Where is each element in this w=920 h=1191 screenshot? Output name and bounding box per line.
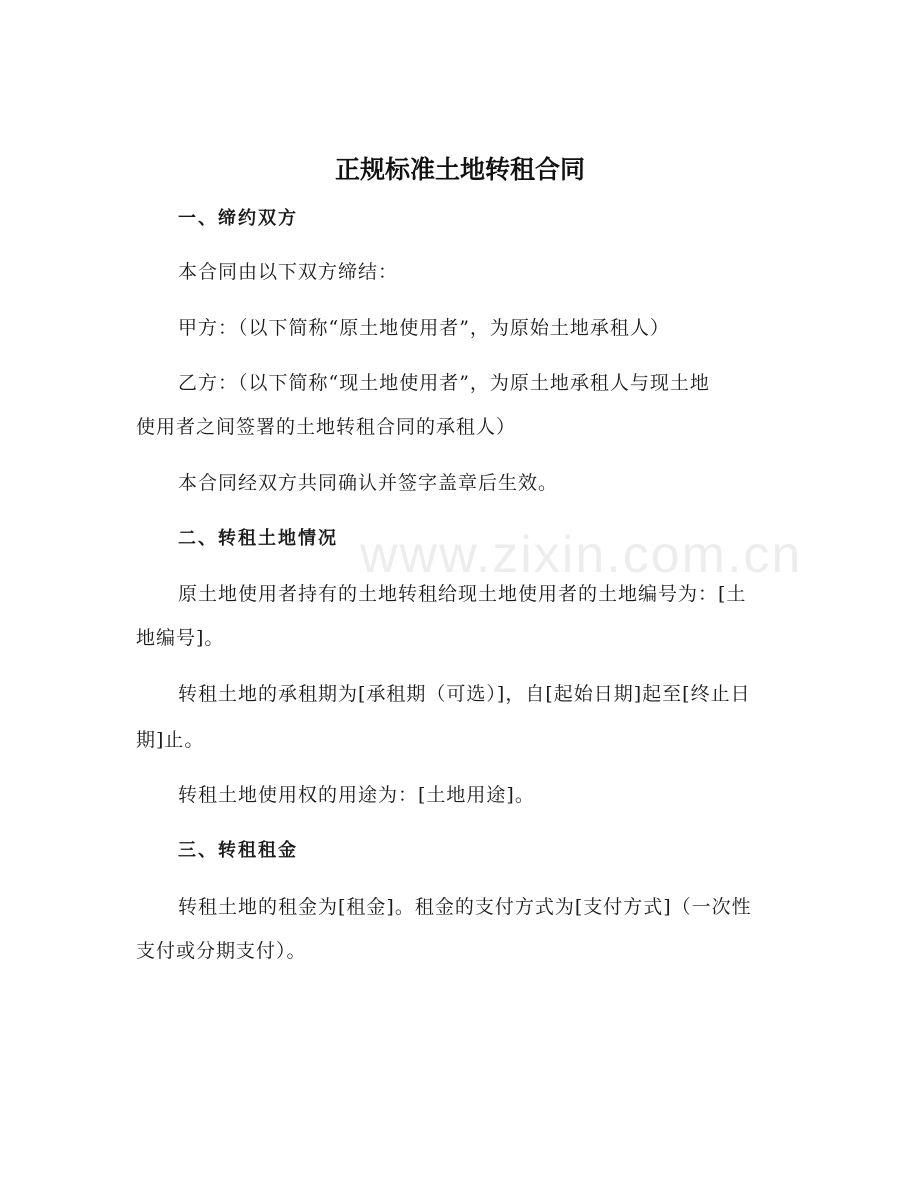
- paragraph-line: 转租土地的租金为[租金]。租金的支付方式为[支付方式]（一次性: [178, 896, 752, 918]
- watermark: www.zixin.com.cn: [360, 526, 803, 584]
- section-heading: 一、缔约双方: [178, 208, 298, 229]
- paragraph-line: 本合同由以下双方缔结：: [178, 261, 399, 283]
- paragraph-line: 期]止。: [136, 729, 205, 751]
- paragraph-line: 使用者之间签署的土地转租合同的承租人）: [136, 416, 517, 438]
- section-heading: 二、转租土地情况: [178, 528, 338, 549]
- paragraph-line: 支付或分期支付）。: [136, 940, 307, 962]
- paragraph-line: 地编号]。: [136, 627, 225, 649]
- document-title: 正规标准土地转租合同: [334, 155, 585, 184]
- paragraph-line: 原土地使用者持有的土地转租给现土地使用者的土地编号为：[土: [178, 583, 747, 605]
- paragraph-line: 转租土地使用权的用途为：[土地用途]。: [178, 784, 535, 806]
- section-heading: 三、转租租金: [178, 840, 298, 861]
- paragraph-line: 本合同经双方共同确认并签字盖章后生效。: [178, 472, 559, 494]
- paragraph-line: 乙方：（以下简称“现土地使用者”，为原土地承租人与现土地: [178, 372, 710, 394]
- paragraph-line: 甲方：（以下简称“原土地使用者”，为原始土地承租人）: [178, 317, 670, 339]
- paragraph-line: 转租土地的承租期为[承租期（可选）]，自[起始日期]起至[终止日: [178, 683, 751, 705]
